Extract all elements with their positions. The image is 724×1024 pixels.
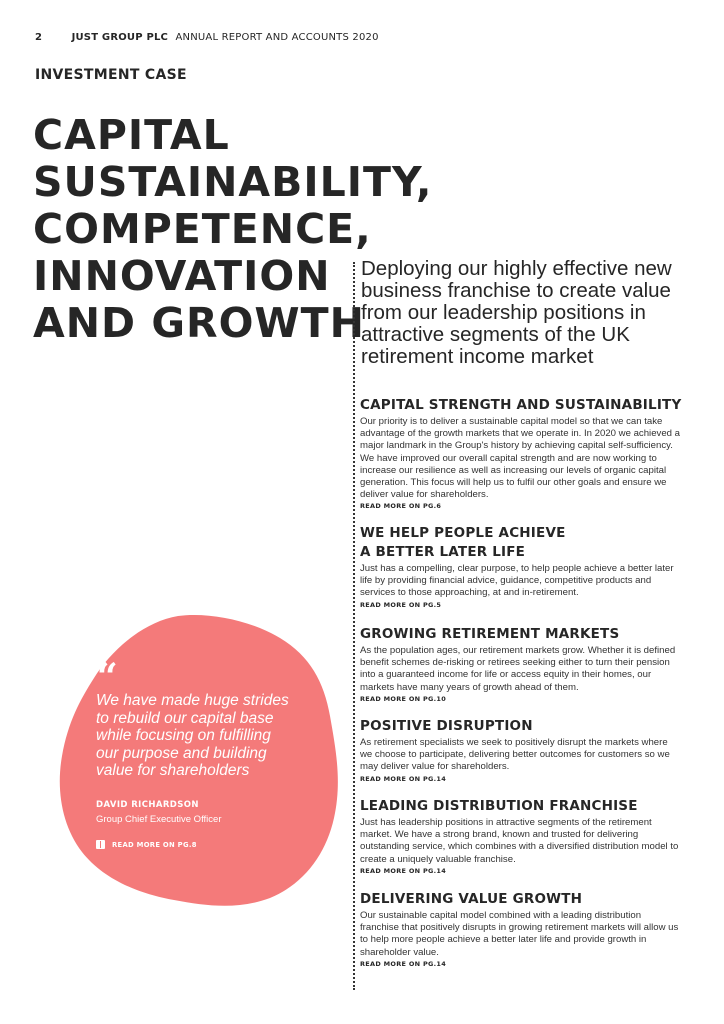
item-body: Just has leadership positions in attractive segments of the retirement market. We have a strong brand, known and trusted for delivering outstanding service, which combines with a diversified distribution model to create a uniquely valuable franchise. (360, 817, 679, 865)
page-headline (33, 111, 433, 347)
quote-read-more-label: READ MORE ON PG.8 (112, 840, 197, 849)
page-number: 2 (35, 32, 43, 43)
headline-line: CAPITAL (33, 111, 230, 159)
dotted-divider (353, 262, 355, 990)
read-more-link[interactable]: READ MORE ON PG.14 (360, 959, 447, 968)
item-title: CAPITAL STRENGTH AND SUSTAINABILITY (360, 397, 682, 413)
case-item-distribution-franchise (360, 797, 680, 875)
headline-line: INNOVATION (33, 252, 331, 300)
item-title: GROWING RETIREMENT MARKETS (360, 626, 620, 642)
case-item-capital-strength (360, 396, 680, 510)
headline-line: AND GROWTH (33, 299, 365, 347)
item-body: As retirement specialists we seek to positively disrupt the markets where we choose to participate, delivering better outcomes for customers so we may deliver value for shareholders. (360, 737, 670, 773)
case-item-better-later-life (360, 524, 680, 609)
quote-read-more-link[interactable] (96, 840, 197, 849)
case-item-positive-disruption (360, 717, 680, 783)
company-name: JUST GROUP PLC (71, 32, 169, 43)
quote-author: DAVID RICHARDSON (96, 800, 199, 810)
headline-line: COMPETENCE, (33, 205, 372, 253)
case-item-growing-markets (360, 625, 680, 703)
quote-mark-icon: “ (97, 656, 118, 698)
pull-quote: We have made huge strides to rebuild our capital base while focusing on fulfilling our purpose and building value for shareholders (96, 692, 289, 779)
item-title: POSITIVE DISRUPTION (360, 718, 533, 734)
item-body: As the population ages, our retirement markets grow. Whether it is defined benefit schemes de-risking or retirees seeking either to turn their pension into a guaranteed income for life or access equity in their homes, our markets have many years of growth ahead of them. (360, 645, 676, 693)
page-header (35, 32, 379, 43)
item-body: Our priority is to deliver a sustainable capital model so that we can take advantage of the growth markets that we operate in. In 2020 we achieved a major landmark in the Group's history by achieving capital self-sufficiency. We have improved our overall capital strength and are now working to increase our resilience as well as increasing our levels of organic capital generation. This focus will help us to fulfil our other goals and ensure we deliver value for shareholders. (360, 416, 680, 501)
headline-line: SUSTAINABILITY, (33, 158, 433, 206)
item-title-line: WE HELP PEOPLE ACHIEVE (360, 525, 566, 541)
item-body: Just has a compelling, clear purpose, to help people achieve a better later life by providing financial advice, guidance, competitive products and services to those approaching, at and in-retirement. (360, 563, 674, 599)
item-title (360, 524, 680, 562)
item-body: Our sustainable capital model combined with a leading distribution franchise that positively disrupts in growing retirement markets will allow us to help more people achieve a better later life and provide growth in shareholder value. (360, 910, 679, 958)
read-more-link[interactable]: READ MORE ON PG.14 (360, 774, 447, 783)
read-more-link[interactable]: READ MORE ON PG.5 (360, 600, 442, 609)
report-title: ANNUAL REPORT AND ACCOUNTS 2020 (175, 32, 379, 43)
intro-statement: Deploying our highly effective new business franchise to create value from our leadership positions in attractive segments of the UK retirement income market (361, 257, 672, 368)
section-label: INVESTMENT CASE (35, 67, 187, 83)
quote-author-role: Group Chief Executive Officer (96, 814, 222, 825)
book-icon (96, 840, 105, 849)
read-more-link[interactable]: READ MORE ON PG.14 (360, 866, 447, 875)
read-more-link[interactable]: READ MORE ON PG.10 (360, 694, 447, 703)
case-item-value-growth (360, 890, 680, 968)
item-title-line: A BETTER LATER LIFE (360, 544, 526, 560)
read-more-link[interactable]: READ MORE ON PG.6 (360, 502, 442, 511)
item-title: DELIVERING VALUE GROWTH (360, 891, 583, 907)
item-title: LEADING DISTRIBUTION FRANCHISE (360, 798, 638, 814)
